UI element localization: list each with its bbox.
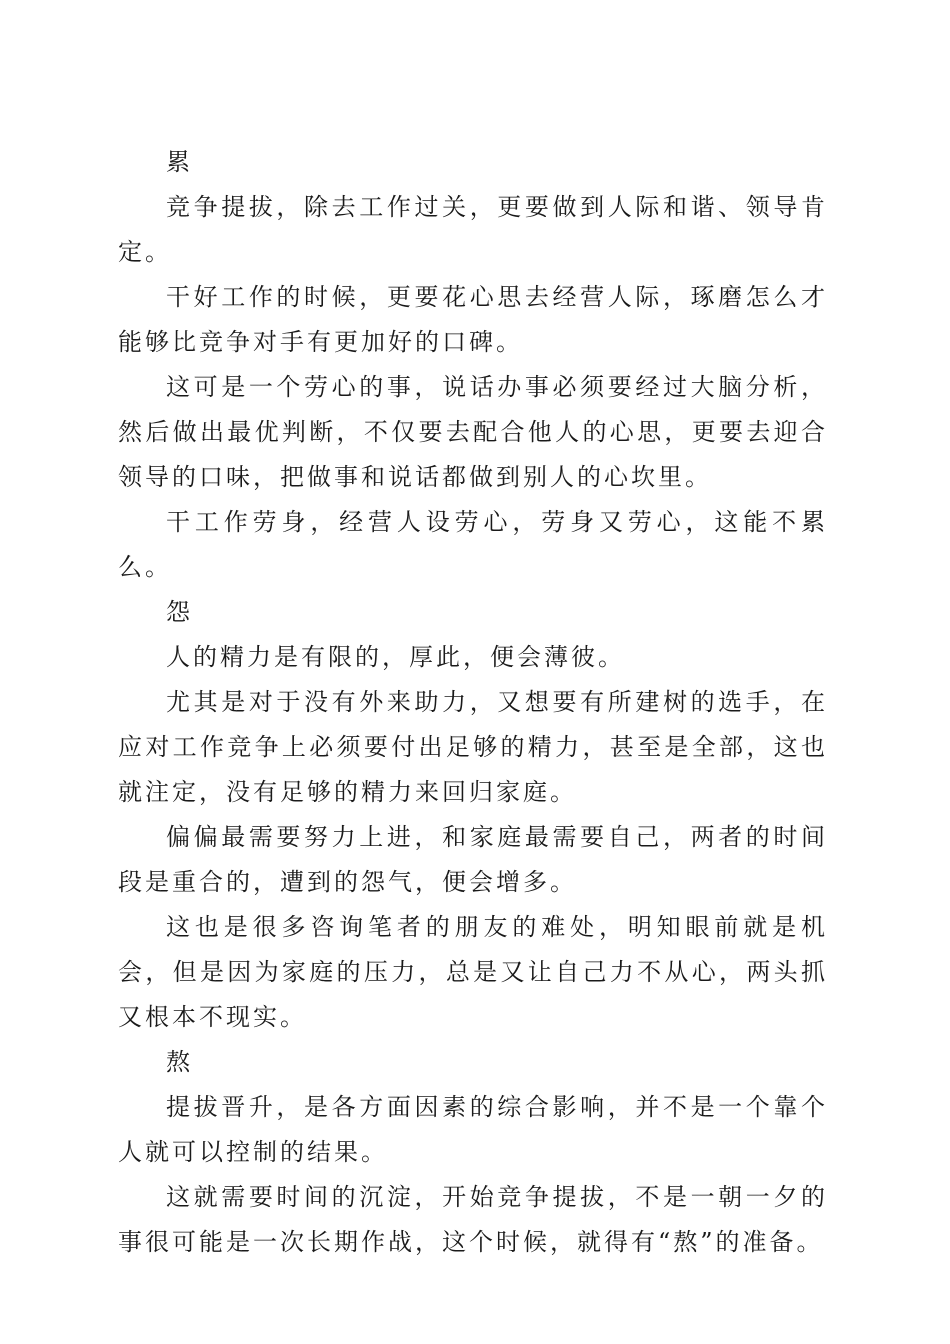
paragraph: 提拔晋升，是各方面因素的综合影响，并不是一个靠个人就可以控制的结果。 — [118, 1093, 828, 1166]
paragraph: 这也是很多咨询笔者的朋友的难处，明知眼前就是机会，但是因为家庭的压力，总是又让自己力不从心，两头抓又根本不现实。 — [118, 913, 828, 1031]
paragraph: 尤其是对于没有外来助力，又想要有所建树的选手，在应对工作竞争上必须要付出足够的精力，甚至是全部，这也就注定，没有足够的精力来回归家庭。 — [118, 688, 828, 806]
document-body — [118, 140, 828, 1265]
section-heading-yuan: 怨 — [166, 598, 193, 626]
paragraph: 这就需要时间的沉淀，开始竞争提拔，不是一朝一夕的事很可能是一次长期作战，这个时候，就得有“熬”的准备。 — [118, 1183, 828, 1256]
paragraph: 这可是一个劳心的事，说话办事必须要经过大脑分析，然后做出最优判断，不仅要去配合他人的心思，更要去迎合领导的口味，把做事和说话都做到别人的心坎里。 — [118, 373, 828, 491]
paragraph: 干好工作的时候，更要花心思去经营人际，琢磨怎么才能够比竞争对手有更加好的口碑。 — [118, 283, 828, 356]
paragraph: 人的精力是有限的，厚此，便会薄彼。 — [166, 643, 625, 671]
paragraph: 偏偏最需要努力上进，和家庭最需要自己，两者的时间段是重合的，遭到的怨气，便会增多。 — [118, 823, 828, 896]
paragraph: 竞争提拔，除去工作过关，更要做到人际和谐、领导肯定。 — [118, 193, 828, 266]
section-heading-ao: 熬 — [166, 1048, 193, 1076]
section-heading-lei: 累 — [166, 148, 193, 176]
paragraph: 干工作劳身，经营人设劳心，劳身又劳心，这能不累么。 — [118, 508, 828, 581]
